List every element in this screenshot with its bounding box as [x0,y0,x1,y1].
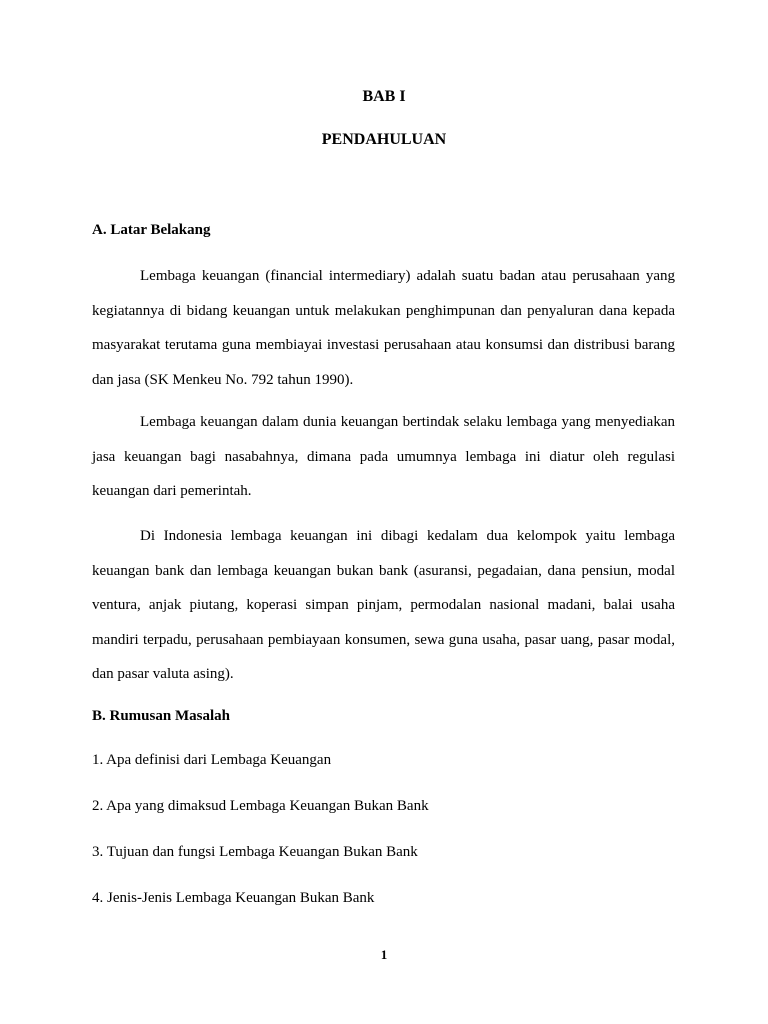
section-heading-background: A. Latar Belakang [92,222,211,238]
paragraph-definition: Lembaga keuangan (financial intermediary) adalah suatu badan atau perusahaan yang kegiatannya di bidang keuangan untuk melakukan penghimpunan dan penyaluran dana kepada masyarakat terutama guna membiayai investasi perusahaan atau konsumsi dan distribusi barang dan jasa (SK Menkeu No. 792 tahun 1990). [92,268,675,388]
chapter-title: PENDAHULUAN [321,131,447,148]
problem-list [92,747,429,931]
list-item: 3. Tujuan dan fungsi Lembaga Keuangan Bukan Bank [92,844,418,860]
chapter-number: BAB I [362,88,406,105]
list-item: 1. Apa definisi dari Lembaga Keuangan [92,752,332,768]
list-item: 2. Apa yang dimaksud Lembaga Keuangan Bukan Bank [92,798,429,814]
page-number: 1 [380,947,388,962]
paragraph-indonesia: Di Indonesia lembaga keuangan ini dibagi kedalam dua kelompok yaitu lembaga keuangan bank dan lembaga keuangan bukan bank (asuransi, pegadaian, dana pensiun, modal ventura, anjak piutang, koperasi simpan pinjam, permodalan nasional madani, balai usaha mandiri terpadu, perusahaan pembiayaan konsumen, sewa guna usaha, pasar uang, pasar modal, dan pasar valuta asing). [92,528,675,682]
list-item: 4. Jenis-Jenis Lembaga Keuangan Bukan Bank [92,890,375,906]
section-heading-problem-formulation: B. Rumusan Masalah [92,708,230,724]
paragraph-role: Lembaga keuangan dalam dunia keuangan bertindak selaku lembaga yang menyediakan jasa keuangan bagi nasabahnya, dimana pada umumnya lembaga ini diatur oleh regulasi keuangan dari pemerintah. [92,414,675,499]
